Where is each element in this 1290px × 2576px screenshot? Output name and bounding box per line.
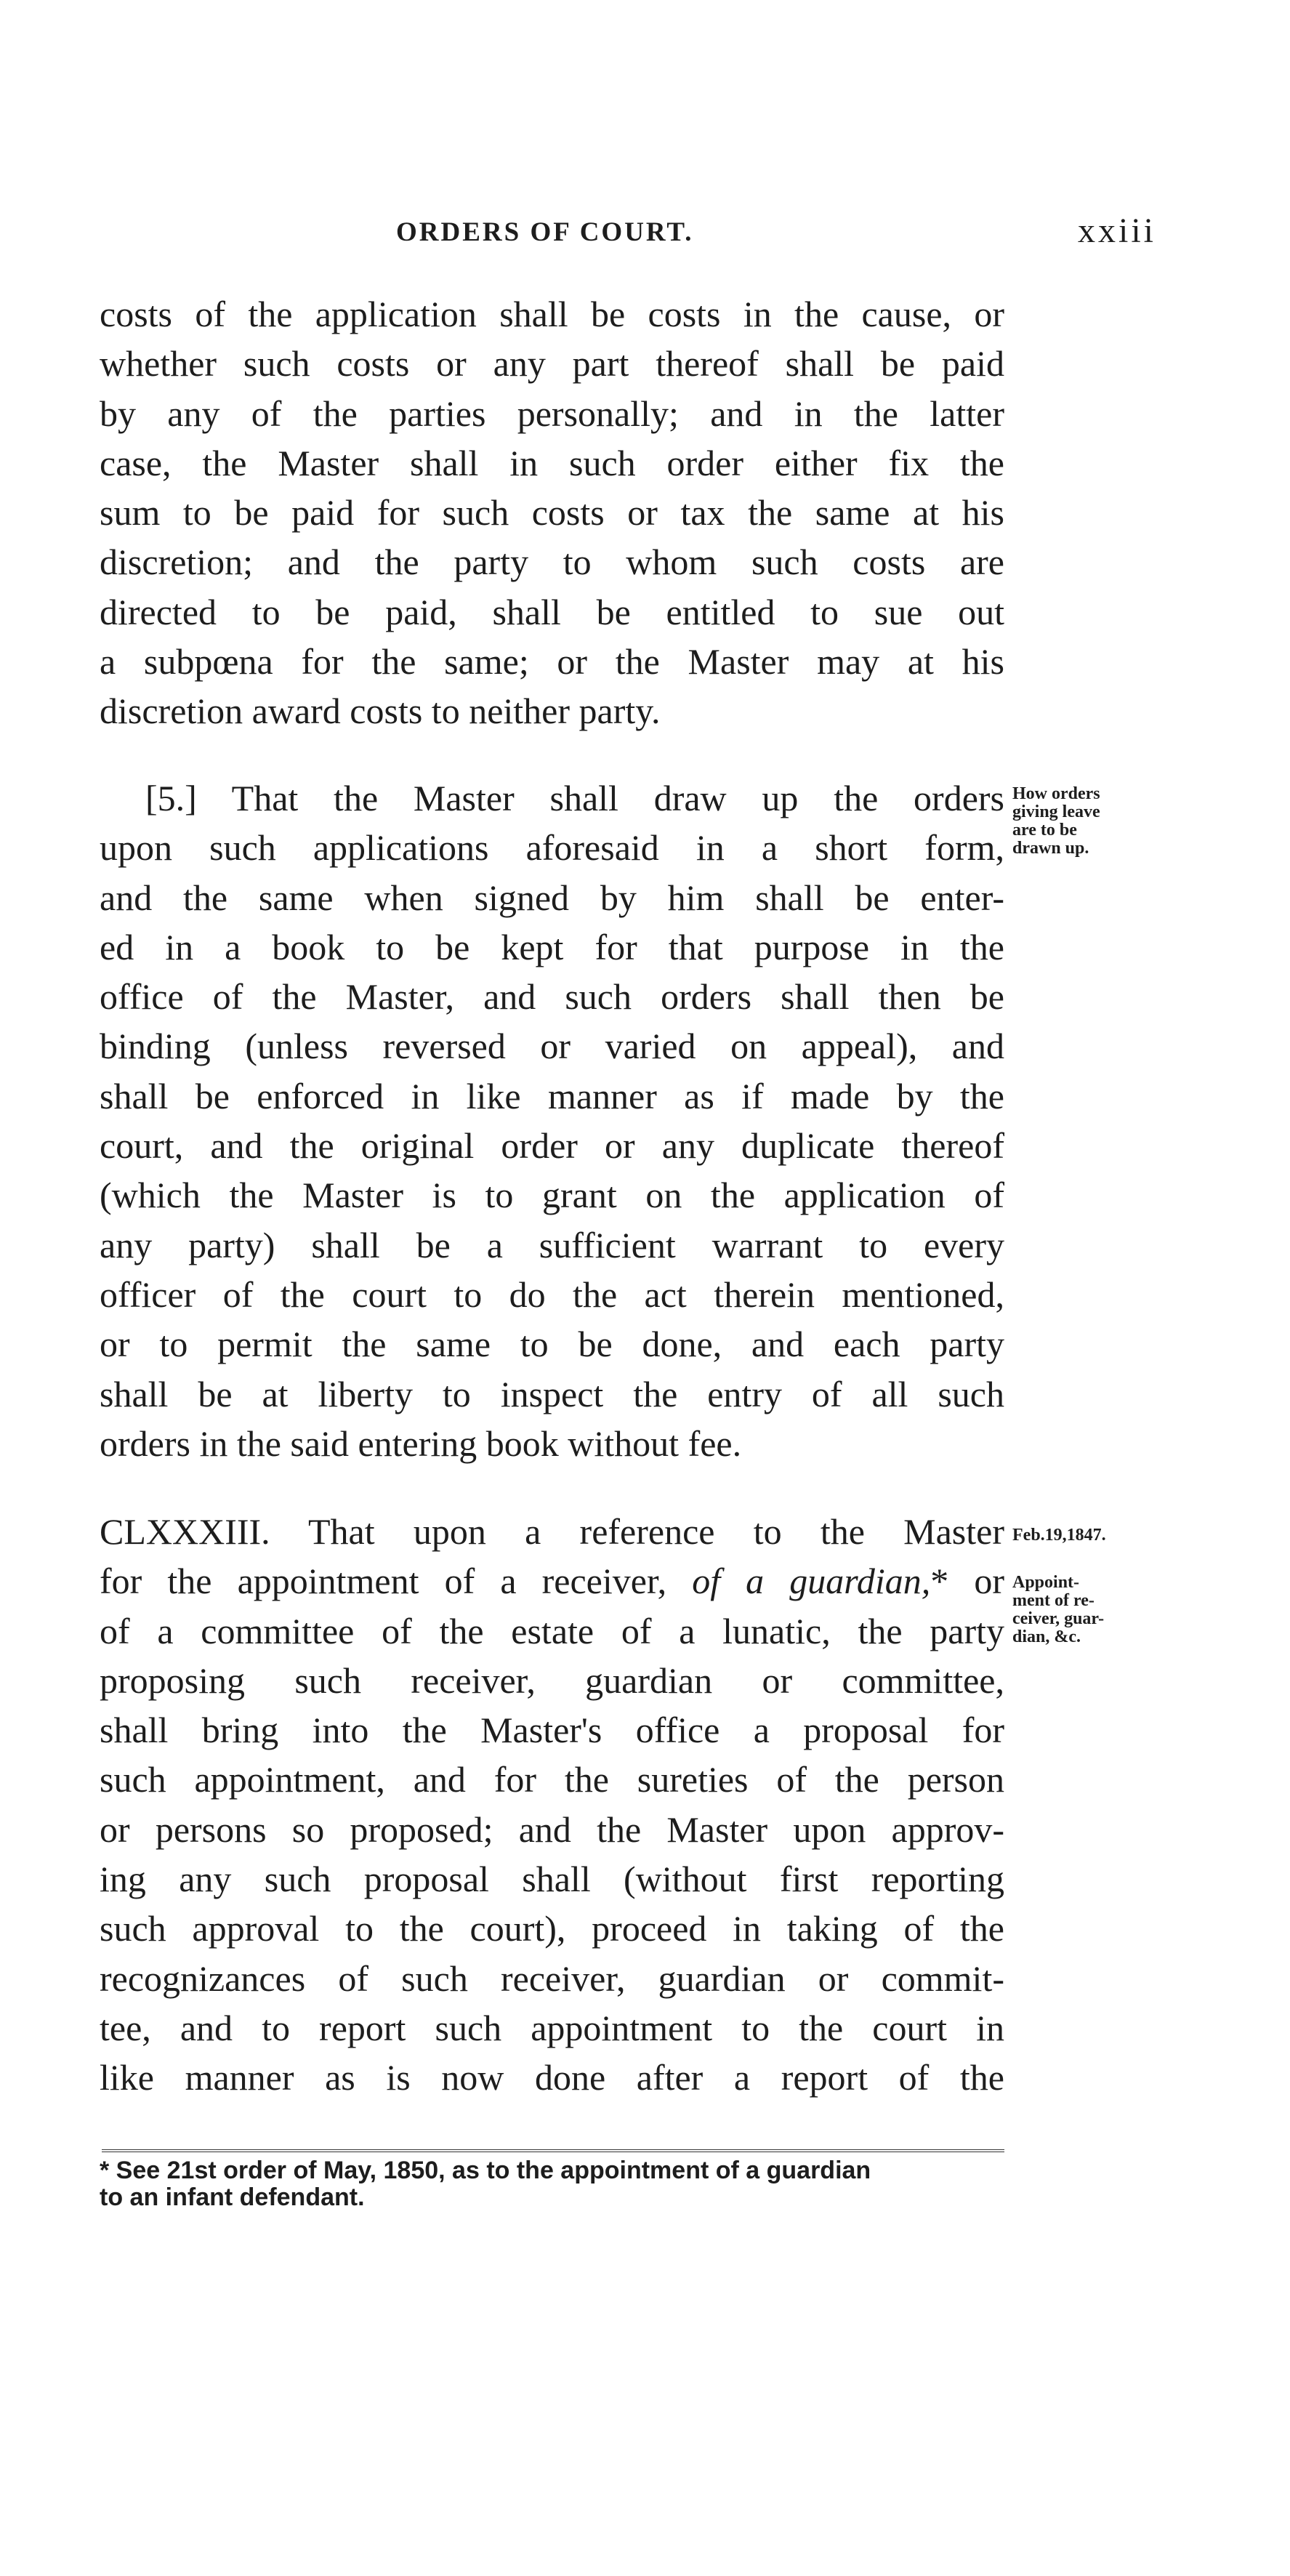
footnote	[100, 2157, 1004, 2211]
paragraph-rule-5	[100, 773, 1004, 1468]
text-line: discretion award costs to neither party.	[100, 691, 661, 732]
footnote-line: to an infant defendant.	[100, 2183, 365, 2211]
marginal-line: are to be	[1012, 821, 1077, 840]
marginal-line: ment of re-	[1012, 1591, 1095, 1610]
footnote-line: * See 21st order of May, 1850, as to the appointment of a guardian	[100, 2157, 871, 2184]
text-line: ed in a book to be kept for that purpose in the	[100, 926, 1004, 967]
text-line: officer of the court to do the act therein mentioned,	[100, 1273, 1004, 1315]
text-line: such appointment, and for the sureties of the person	[100, 1759, 1004, 1800]
text-line: and the same when signed by him shall be enter-	[100, 877, 1004, 918]
text-line: upon such applications aforesaid in a short form,	[100, 827, 1004, 869]
marginal-line: dian, &c.	[1012, 1627, 1081, 1646]
text-line: directed to be paid, shall be entitled to sue out	[100, 591, 1004, 632]
text-line: shall bring into the Master's office a proposal for	[100, 1710, 1004, 1751]
text-fragment: for the appointment of a receiver,	[100, 1561, 693, 1602]
marginal-line: ceiver, guar-	[1012, 1609, 1105, 1628]
text-line: a subpœna for the same; or the Master may at his	[100, 641, 1004, 683]
text-line: case, the Master shall in such order either fix the	[100, 442, 1004, 483]
paragraph-continuation	[100, 289, 1004, 736]
footnote-divider	[102, 2149, 1004, 2152]
text-fragment: * or	[930, 1561, 1005, 1602]
marginal-line: Feb.19,1847.	[1012, 1526, 1106, 1545]
text-line: costs of the application shall be costs in the cause, or	[100, 294, 1004, 334]
marginal-line: How orders	[1012, 784, 1100, 803]
text-line: proposing such receiver, guardian or committee,	[100, 1659, 1004, 1701]
text-line: tee, and to report such appointment to the court in	[100, 2007, 1004, 2048]
paragraph-order-clxxxiii	[100, 1507, 1004, 2103]
text-line: court, and the original order or any duplicate thereof	[100, 1125, 1004, 1167]
text-line: like manner as is now done after a report of the	[100, 2057, 1004, 2098]
text-line: CLXXXIII. That upon a reference to the Master	[100, 1511, 1004, 1552]
marginal-line: giving leave	[1012, 802, 1100, 821]
text-line: or to permit the same to be done, and each party	[100, 1324, 1004, 1365]
marginal-note-appointment	[1012, 1574, 1104, 1646]
text-line: by any of the parties personally; and in the latter	[100, 393, 1004, 434]
text-line: or persons so proposed; and the Master upon approv-	[100, 1808, 1004, 1850]
text-line: of a committee of the estate of a lunatic, the party	[100, 1610, 1004, 1651]
page-number: xxiii	[1078, 212, 1157, 250]
text-line: shall be enforced in like manner as if made by the	[100, 1075, 1004, 1116]
text-line: such approval to the court), proceed in taking of the	[100, 1908, 1004, 1949]
text-line: (which the Master is to grant on the application of	[100, 1175, 1004, 1216]
text-line: discretion; and the party to whom such costs are	[100, 542, 1004, 583]
marginal-line: drawn up.	[1012, 839, 1089, 858]
marginal-note-orders	[1012, 785, 1100, 858]
marginal-note-date	[1012, 1526, 1106, 1545]
text-line: binding (unless reversed or varied on appeal), and	[100, 1026, 1004, 1067]
text-line: sum to be paid for such costs or tax the same at his	[100, 492, 1004, 534]
marginal-line: Appoint-	[1012, 1573, 1080, 1592]
text-line: recognizances of such receiver, guardian or commit-	[100, 1957, 1004, 1999]
emphasis-text: of a guardian,	[692, 1561, 931, 1602]
text-line: ing any such proposal shall (without first reporting	[100, 1859, 1004, 1900]
text-line: office of the Master, and such orders shall then be	[100, 976, 1004, 1018]
text-line: orders in the said entering book without fee.	[100, 1422, 742, 1464]
text-line: [5.] That the Master shall draw up the orders	[145, 778, 1004, 818]
running-title: ORDERS OF COURT.	[396, 217, 694, 247]
text-line: any party) shall be a sufficient warrant to every	[100, 1224, 1004, 1265]
text-line-with-emphasis	[100, 1556, 1004, 1606]
text-line: shall be at liberty to inspect the entry of all such	[100, 1373, 1004, 1414]
text-line: whether such costs or any part thereof shall be paid	[100, 343, 1004, 385]
